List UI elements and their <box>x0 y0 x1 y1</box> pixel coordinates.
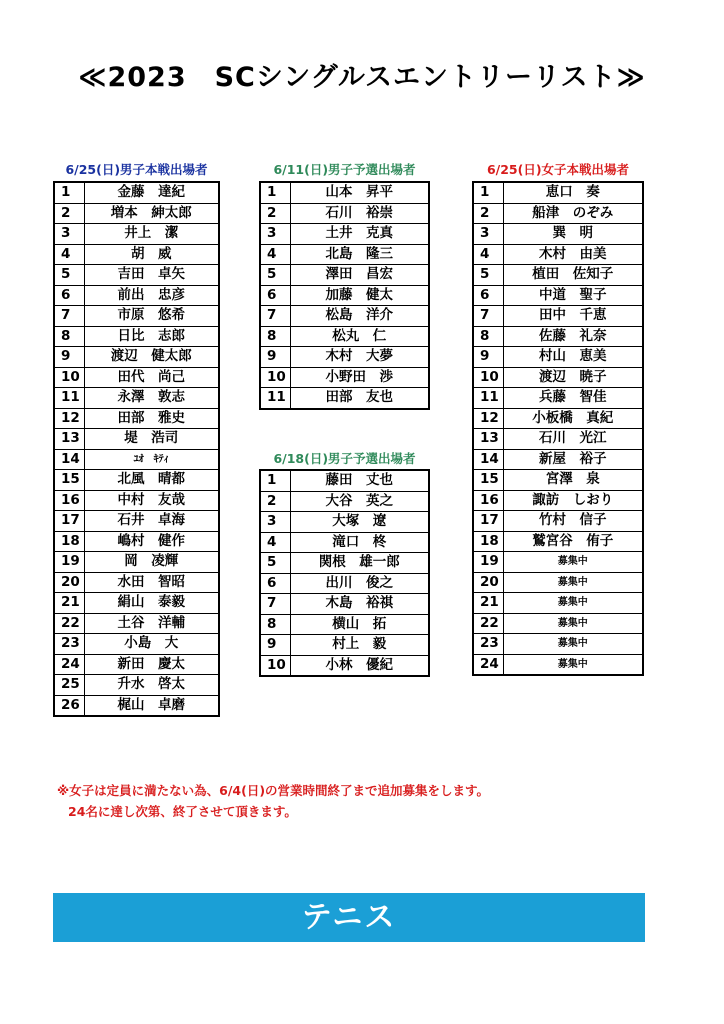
player-name: 宮澤 泉 <box>503 470 643 491</box>
player-name: 諏訪 しおり <box>503 490 643 511</box>
entry-number: 2 <box>260 491 290 512</box>
entry-number: 5 <box>473 265 503 286</box>
player-name: 永澤 敦志 <box>84 388 219 409</box>
entry-number: 9 <box>260 635 290 656</box>
player-name: 前出 忠彦 <box>84 285 219 306</box>
men-qual-618-table <box>259 469 430 677</box>
entry-number: 22 <box>54 613 84 634</box>
men-main-table <box>53 181 220 717</box>
table-row <box>260 573 429 594</box>
entry-number: 1 <box>473 182 503 203</box>
player-name: 梶山 卓磨 <box>84 695 219 716</box>
men-qual-611-table <box>259 181 430 410</box>
table-row <box>473 531 643 552</box>
player-name: 山本 昇平 <box>290 182 429 203</box>
player-name: 金藤 達紀 <box>84 182 219 203</box>
entry-number: 2 <box>260 203 290 224</box>
player-name: 小島 大 <box>84 634 219 655</box>
entry-number: 3 <box>54 224 84 245</box>
entry-number: 7 <box>54 306 84 327</box>
table-row <box>260 553 429 574</box>
table-row <box>260 244 429 265</box>
table-row <box>260 512 429 533</box>
entry-number: 10 <box>473 367 503 388</box>
table-row <box>54 203 219 224</box>
table-row <box>473 470 643 491</box>
entry-number: 17 <box>473 511 503 532</box>
entry-number: 11 <box>473 388 503 409</box>
table-row <box>473 367 643 388</box>
player-name: 新屋 裕子 <box>503 449 643 470</box>
player-name: 土井 克真 <box>290 224 429 245</box>
table-row <box>54 654 219 675</box>
table-row <box>473 613 643 634</box>
entry-number: 18 <box>473 531 503 552</box>
player-name: 植田 佐知子 <box>503 265 643 286</box>
table-row <box>54 572 219 593</box>
entry-number: 15 <box>54 470 84 491</box>
entry-number: 11 <box>260 388 290 409</box>
entry-number: 9 <box>473 347 503 368</box>
player-name: 竹村 信子 <box>503 511 643 532</box>
entry-number: 20 <box>473 572 503 593</box>
entry-number: 13 <box>473 429 503 450</box>
table-row <box>473 224 643 245</box>
entry-number: 7 <box>473 306 503 327</box>
table-row <box>54 695 219 716</box>
table-row <box>54 224 219 245</box>
player-name: 村上 毅 <box>290 635 429 656</box>
men-main-heading: 6/25(日)男子本戦出場者 <box>65 162 208 177</box>
player-name: 田部 友也 <box>290 388 429 409</box>
player-name: 船津 のぞみ <box>503 203 643 224</box>
player-name: ﾕｵ ｷﾃｨ <box>84 449 219 470</box>
women-main-table <box>472 181 644 676</box>
entry-number: 8 <box>260 326 290 347</box>
entry-number: 6 <box>260 573 290 594</box>
player-name: 佐藤 礼奈 <box>503 326 643 347</box>
table-row <box>260 655 429 676</box>
player-name: 募集中 <box>503 552 643 573</box>
men-qual-611-heading: 6/11(日)男子予選出場者 <box>273 162 416 177</box>
player-name: 堤 浩司 <box>84 429 219 450</box>
table-row <box>473 326 643 347</box>
player-name: 升水 啓太 <box>84 675 219 696</box>
table-row <box>260 326 429 347</box>
table-row <box>260 224 429 245</box>
entry-number: 19 <box>54 552 84 573</box>
table-row <box>54 613 219 634</box>
entry-number: 17 <box>54 511 84 532</box>
entry-number: 24 <box>54 654 84 675</box>
page-title: ≪2023 SCシングルスエントリーリスト≫ <box>78 62 646 93</box>
entry-number: 21 <box>473 593 503 614</box>
player-name: 恵口 奏 <box>503 182 643 203</box>
table-row <box>54 388 219 409</box>
player-name: 募集中 <box>503 634 643 655</box>
player-name: 木村 大夢 <box>290 347 429 368</box>
table-row <box>54 675 219 696</box>
player-name: 中村 友哉 <box>84 490 219 511</box>
player-name: 北島 隆三 <box>290 244 429 265</box>
table-row <box>260 182 429 203</box>
table-row <box>260 614 429 635</box>
table-row <box>473 203 643 224</box>
table-row <box>54 244 219 265</box>
entry-number: 13 <box>54 429 84 450</box>
table-row <box>260 470 429 491</box>
entry-number: 3 <box>260 512 290 533</box>
table-row <box>473 388 643 409</box>
entry-number: 4 <box>260 244 290 265</box>
entry-number: 16 <box>54 490 84 511</box>
entry-number: 18 <box>54 531 84 552</box>
table-row <box>473 285 643 306</box>
table-row <box>260 594 429 615</box>
entry-number: 5 <box>260 553 290 574</box>
table-row <box>473 244 643 265</box>
table-row <box>260 532 429 553</box>
player-name: 滝口 柊 <box>290 532 429 553</box>
entry-number: 4 <box>260 532 290 553</box>
entry-number: 12 <box>54 408 84 429</box>
entry-number: 14 <box>473 449 503 470</box>
entry-number: 19 <box>473 552 503 573</box>
table-row <box>260 285 429 306</box>
table-row <box>260 306 429 327</box>
entry-number: 8 <box>473 326 503 347</box>
entry-number: 15 <box>473 470 503 491</box>
player-name: 鷲宮谷 侑子 <box>503 531 643 552</box>
table-row <box>54 265 219 286</box>
player-name: 中道 聖子 <box>503 285 643 306</box>
entry-number: 10 <box>260 655 290 676</box>
table-row <box>473 511 643 532</box>
entry-number: 20 <box>54 572 84 593</box>
player-name: 絹山 泰毅 <box>84 593 219 614</box>
player-name: 募集中 <box>503 613 643 634</box>
player-name: 加藤 健太 <box>290 285 429 306</box>
player-name: 石井 卓海 <box>84 511 219 532</box>
table-row <box>54 511 219 532</box>
table-row <box>473 593 643 614</box>
entry-number: 8 <box>54 326 84 347</box>
player-name: 胡 威 <box>84 244 219 265</box>
player-name: 大塚 遼 <box>290 512 429 533</box>
entry-number: 4 <box>54 244 84 265</box>
entry-number: 23 <box>473 634 503 655</box>
tennis-banner: テニス <box>53 893 645 942</box>
player-name: 澤田 昌宏 <box>290 265 429 286</box>
player-name: 巽 明 <box>503 224 643 245</box>
table-row <box>54 347 219 368</box>
entry-number: 2 <box>473 203 503 224</box>
entry-number: 1 <box>260 182 290 203</box>
table-row <box>473 182 643 203</box>
entry-number: 25 <box>54 675 84 696</box>
entry-number: 2 <box>54 203 84 224</box>
player-name: 渡辺 暁子 <box>503 367 643 388</box>
entry-number: 1 <box>260 470 290 491</box>
entry-number: 12 <box>473 408 503 429</box>
note-line-1: ※女子は定員に満たない為、6/4(日)の営業時間終了まで追加募集をします。 <box>57 783 490 798</box>
player-name: 市原 悠希 <box>84 306 219 327</box>
table-row <box>260 347 429 368</box>
player-name: 出川 俊之 <box>290 573 429 594</box>
entry-number: 9 <box>54 347 84 368</box>
player-name: 増本 紳太郎 <box>84 203 219 224</box>
player-name: 横山 拓 <box>290 614 429 635</box>
player-name: 岡 凌輝 <box>84 552 219 573</box>
player-name: 小野田 渉 <box>290 367 429 388</box>
player-name: 水田 智昭 <box>84 572 219 593</box>
table-row <box>54 182 219 203</box>
entry-number: 14 <box>54 449 84 470</box>
entry-number: 7 <box>260 594 290 615</box>
table-row <box>54 326 219 347</box>
table-row <box>260 388 429 409</box>
entry-number: 24 <box>473 654 503 675</box>
table-row <box>473 306 643 327</box>
player-name: 木村 由美 <box>503 244 643 265</box>
table-row <box>260 367 429 388</box>
entry-number: 6 <box>54 285 84 306</box>
player-name: 土谷 洋輔 <box>84 613 219 634</box>
table-row <box>54 429 219 450</box>
player-name: 松島 洋介 <box>290 306 429 327</box>
entry-number: 9 <box>260 347 290 368</box>
player-name: 田中 千恵 <box>503 306 643 327</box>
entry-number: 7 <box>260 306 290 327</box>
entry-number: 5 <box>260 265 290 286</box>
entry-number: 6 <box>260 285 290 306</box>
table-row <box>473 634 643 655</box>
entry-number: 5 <box>54 265 84 286</box>
player-name: 石川 光江 <box>503 429 643 450</box>
player-name: 大谷 英之 <box>290 491 429 512</box>
table-row <box>54 306 219 327</box>
entry-number: 1 <box>54 182 84 203</box>
player-name: 募集中 <box>503 593 643 614</box>
entry-number: 6 <box>473 285 503 306</box>
entry-number: 8 <box>260 614 290 635</box>
entry-number: 3 <box>260 224 290 245</box>
table-row <box>54 470 219 491</box>
player-name: 藤田 丈也 <box>290 470 429 491</box>
player-name: 関根 雄一郎 <box>290 553 429 574</box>
table-row <box>260 491 429 512</box>
women-main-heading: 6/25(日)女子本戦出場者 <box>486 162 630 177</box>
entry-number: 4 <box>473 244 503 265</box>
table-row <box>473 654 643 675</box>
player-name: 日比 志郎 <box>84 326 219 347</box>
table-row <box>473 408 643 429</box>
table-row <box>54 490 219 511</box>
entry-number: 10 <box>260 367 290 388</box>
player-name: 吉田 卓矢 <box>84 265 219 286</box>
table-row <box>473 347 643 368</box>
player-name: 田部 雅史 <box>84 408 219 429</box>
player-name: 北風 晴都 <box>84 470 219 491</box>
player-name: 募集中 <box>503 572 643 593</box>
entry-number: 3 <box>473 224 503 245</box>
player-name: 田代 尚己 <box>84 367 219 388</box>
men-qual-618-heading: 6/18(日)男子予選出場者 <box>273 451 416 466</box>
player-name: 募集中 <box>503 654 643 675</box>
table-row <box>473 572 643 593</box>
player-name: 小林 優紀 <box>290 655 429 676</box>
table-row <box>54 285 219 306</box>
entry-number: 23 <box>54 634 84 655</box>
player-name: 松丸 仁 <box>290 326 429 347</box>
player-name: 石川 裕崇 <box>290 203 429 224</box>
table-row <box>260 203 429 224</box>
table-row <box>54 367 219 388</box>
table-row <box>473 429 643 450</box>
table-row <box>473 490 643 511</box>
player-name: 渡辺 健太郎 <box>84 347 219 368</box>
table-row <box>54 593 219 614</box>
table-row <box>54 449 219 470</box>
table-row <box>260 635 429 656</box>
note-line-2: 24名に達し次第、終了させて頂きます。 <box>68 804 297 819</box>
table-row <box>54 531 219 552</box>
entry-number: 11 <box>54 388 84 409</box>
table-row <box>54 408 219 429</box>
table-row <box>54 552 219 573</box>
table-row <box>473 449 643 470</box>
player-name: 嶋村 健作 <box>84 531 219 552</box>
player-name: 井上 潔 <box>84 224 219 245</box>
entry-number: 21 <box>54 593 84 614</box>
table-row <box>54 634 219 655</box>
entry-number: 10 <box>54 367 84 388</box>
player-name: 新田 慶太 <box>84 654 219 675</box>
entry-number: 22 <box>473 613 503 634</box>
entry-number: 16 <box>473 490 503 511</box>
player-name: 兵藤 智佳 <box>503 388 643 409</box>
player-name: 小板橋 真紀 <box>503 408 643 429</box>
table-row <box>473 552 643 573</box>
table-row <box>473 265 643 286</box>
table-row <box>260 265 429 286</box>
player-name: 木島 裕祺 <box>290 594 429 615</box>
player-name: 村山 恵美 <box>503 347 643 368</box>
entry-number: 26 <box>54 695 84 716</box>
